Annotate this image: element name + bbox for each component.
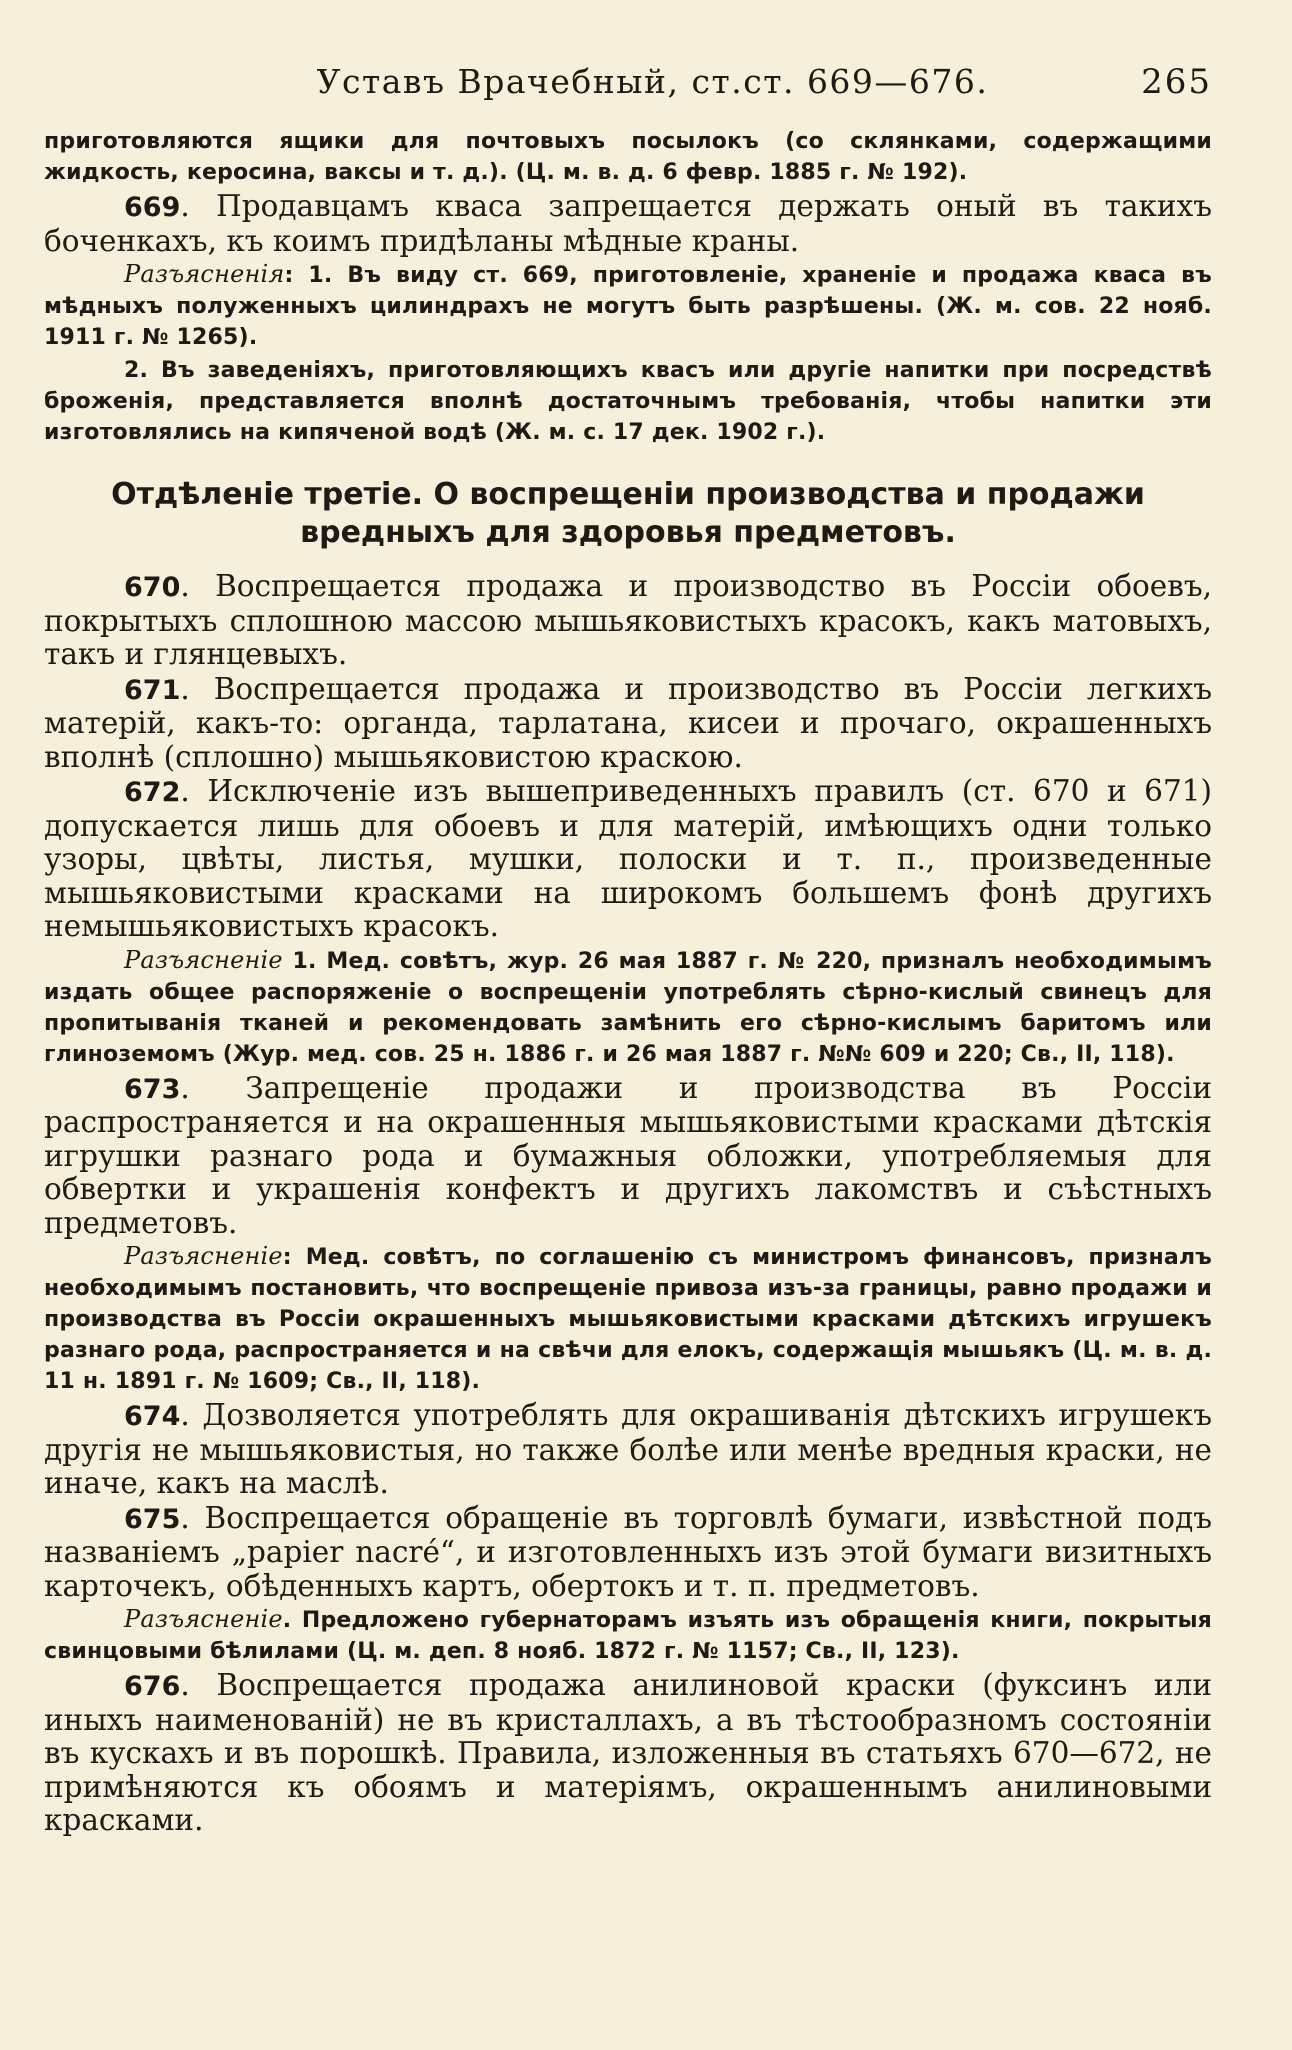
article-number: 675: [124, 1503, 181, 1535]
article-text: . Воспрещается обращеніе въ торговлѣ бумаги, извѣстной подъ названіемъ „papier nacré“, и изготовленныхъ изъ этой бумаги визитныхъ карточекъ, обѣденныхъ картъ, обертокъ и т. п. предметовъ.: [44, 1500, 1212, 1603]
explanation-text: : Мед. совѣтъ, по соглашенію съ министромъ финансовъ, призналъ необходимымъ постановить, что воспрещеніе привоза изъ-за границы, равно продажи и производства въ Россіи окрашенныхъ мышьяковистыми красками дѣтскихъ игрушекъ разнаго рода, распространяется и на свѣчи для елокъ, содержащія мышьякъ (Ц. м. в. д. 11 н. 1891 г. № 1609; Св., II, 118).: [44, 1245, 1212, 1394]
explanation-675: [44, 1604, 1212, 1667]
article-number: 674: [124, 1401, 181, 1432]
explanation-label: Разъясненіе: [124, 945, 283, 974]
article-number: 669: [124, 192, 181, 223]
article-number: 671: [124, 674, 181, 706]
explanation-669-1: [44, 259, 1212, 353]
explanation-text: 2. Въ заведеніяхъ, приготовляющихъ квасъ или другіе напитки при посредствѣ броженія, представляется вполнѣ достаточнымъ требованія, чтобы напитки эти изготовлялись на кипяченой водѣ (Ж. м. с. 17 дек. 1902 г.).: [44, 358, 1212, 445]
explanation-text: 1. Мед. совѣтъ, жур. 26 мая 1887 г. № 220, призналъ необходимымъ издать общее распоряженіе о воспрещеніи употреблять сѣрно-кислый свинецъ для пропитыванія тканей и рекомендовать замѣнить его сѣрно-кислымъ баритомъ или глиноземомъ (Жур. мед. сов. 25 н. 1886 г. и 26 мая 1887 г. №№ 609 и 220; Св., II, 118).: [44, 948, 1212, 1067]
article-text: . Воспрещается продажа анилиновой краски (фуксинъ или иныхъ наименованій) не въ кристаллахъ, а въ тѣстообразномъ состояніи въ кускахъ и въ порошкѣ. Правила, изложенныя въ статьяхъ 670—672, не примѣняются къ обоямъ и матеріямъ, окрашеннымъ анилиновыми красками.: [44, 1668, 1212, 1837]
article-text: . Продавцамъ кваса запрещается держать оный въ такихъ боченкахъ, къ коимъ придѣланы мѣдные краны.: [44, 189, 1212, 258]
article-673: [44, 1072, 1212, 1241]
article-number: 670: [124, 572, 181, 603]
article-670: [44, 570, 1212, 672]
explanation-label: Разъясненія: [124, 260, 285, 288]
document-page: [44, 62, 1212, 1839]
explanation-text: : 1. Въ виду ст. 669, приготовленіе, храненіе и продажа кваса въ мѣдныхъ полуженныхъ цилиндрахъ не могутъ быть разрѣшены. (Ж. м. сов. 22 нояб. 1911 г. № 1265).: [44, 263, 1212, 350]
article-number: 676: [124, 1671, 181, 1702]
article-676: [44, 1669, 1212, 1838]
article-text: . Дозволяется употреблять для окрашиванія дѣтскихъ игрушекъ другія не мышьяковистыя, но также болѣе или менѣе вредныя краски, не иначе, какъ на маслѣ.: [44, 1398, 1212, 1500]
article-text: . Запрещеніе продажи и производства въ Россіи распространяется и на окрашенныя мышьяковистыми красками дѣтскія игрушки разнаго рода и бумажныя обложки, употребляемыя для обвертки и украшенія конфектъ и другихъ лакомствъ и съѣстныхъ предметовъ.: [44, 1070, 1212, 1240]
explanation-label: Разъясненіе: [124, 1242, 283, 1270]
article-text: . Исключеніе изъ вышеприведенныхъ правилъ (ст. 670 и 671) допускается лишь для обоевъ и для матерій, имѣющихъ одни только узоры, цвѣты, листья, мушки, полоски и т. п., произведенные мышьяковистыми красками на широкомъ большемъ фонѣ другихъ немышьяковистыхъ красокъ.: [44, 774, 1212, 943]
running-title: Уставъ Врачебный, ст.ст. 669—676.: [316, 62, 989, 101]
page-number: 265: [1141, 62, 1212, 102]
article-671: [44, 673, 1212, 775]
page-header: [44, 62, 1212, 102]
paragraph-continuation: [44, 126, 1212, 188]
article-669: [44, 190, 1212, 258]
explanation-672: [44, 945, 1212, 1070]
article-text: . Воспрещается продажа и производство въ Россіи обоевъ, покрытыхъ сплошною массою мышьяковистыхъ красокъ, какъ матовыхъ, такъ и глянцевыхъ.: [44, 569, 1212, 671]
explanation-label: Разъясненіе: [124, 1605, 283, 1633]
paragraph-text: приготовляются ящики для почтовыхъ посылокъ (со склянками, содержащими жидкость, керосина, ваксы и т. д.). (Ц. м. в. д. 6 февр. 1885 г. № 192).: [44, 129, 1212, 185]
article-text: . Воспрещается продажа и производство въ Россіи легкихъ матерій, какъ-то: органда, тарлатана, кисеи и прочаго, окрашенныхъ вполнѣ (сплошно) мышьяковистою краскою.: [44, 671, 1212, 774]
article-number: 672: [124, 777, 181, 808]
explanation-669-2: [44, 355, 1212, 448]
article-number: 673: [124, 1073, 181, 1105]
article-674: [44, 1399, 1212, 1501]
article-675: [44, 1502, 1212, 1604]
article-672: [44, 775, 1212, 944]
explanation-text: . Предложено губернаторамъ изъять изъ обращенія книги, покрытыя свинцовыми бѣлилами (Ц. м. деп. 8 нояб. 1872 г. № 1157; Св., II, 123).: [44, 1608, 1212, 1664]
section-title: Отдѣленіе третіе. О воспрещеніи производства и продажи вредныхъ для здоровья предметовъ.: [111, 477, 1145, 550]
explanation-673: [44, 1241, 1212, 1397]
